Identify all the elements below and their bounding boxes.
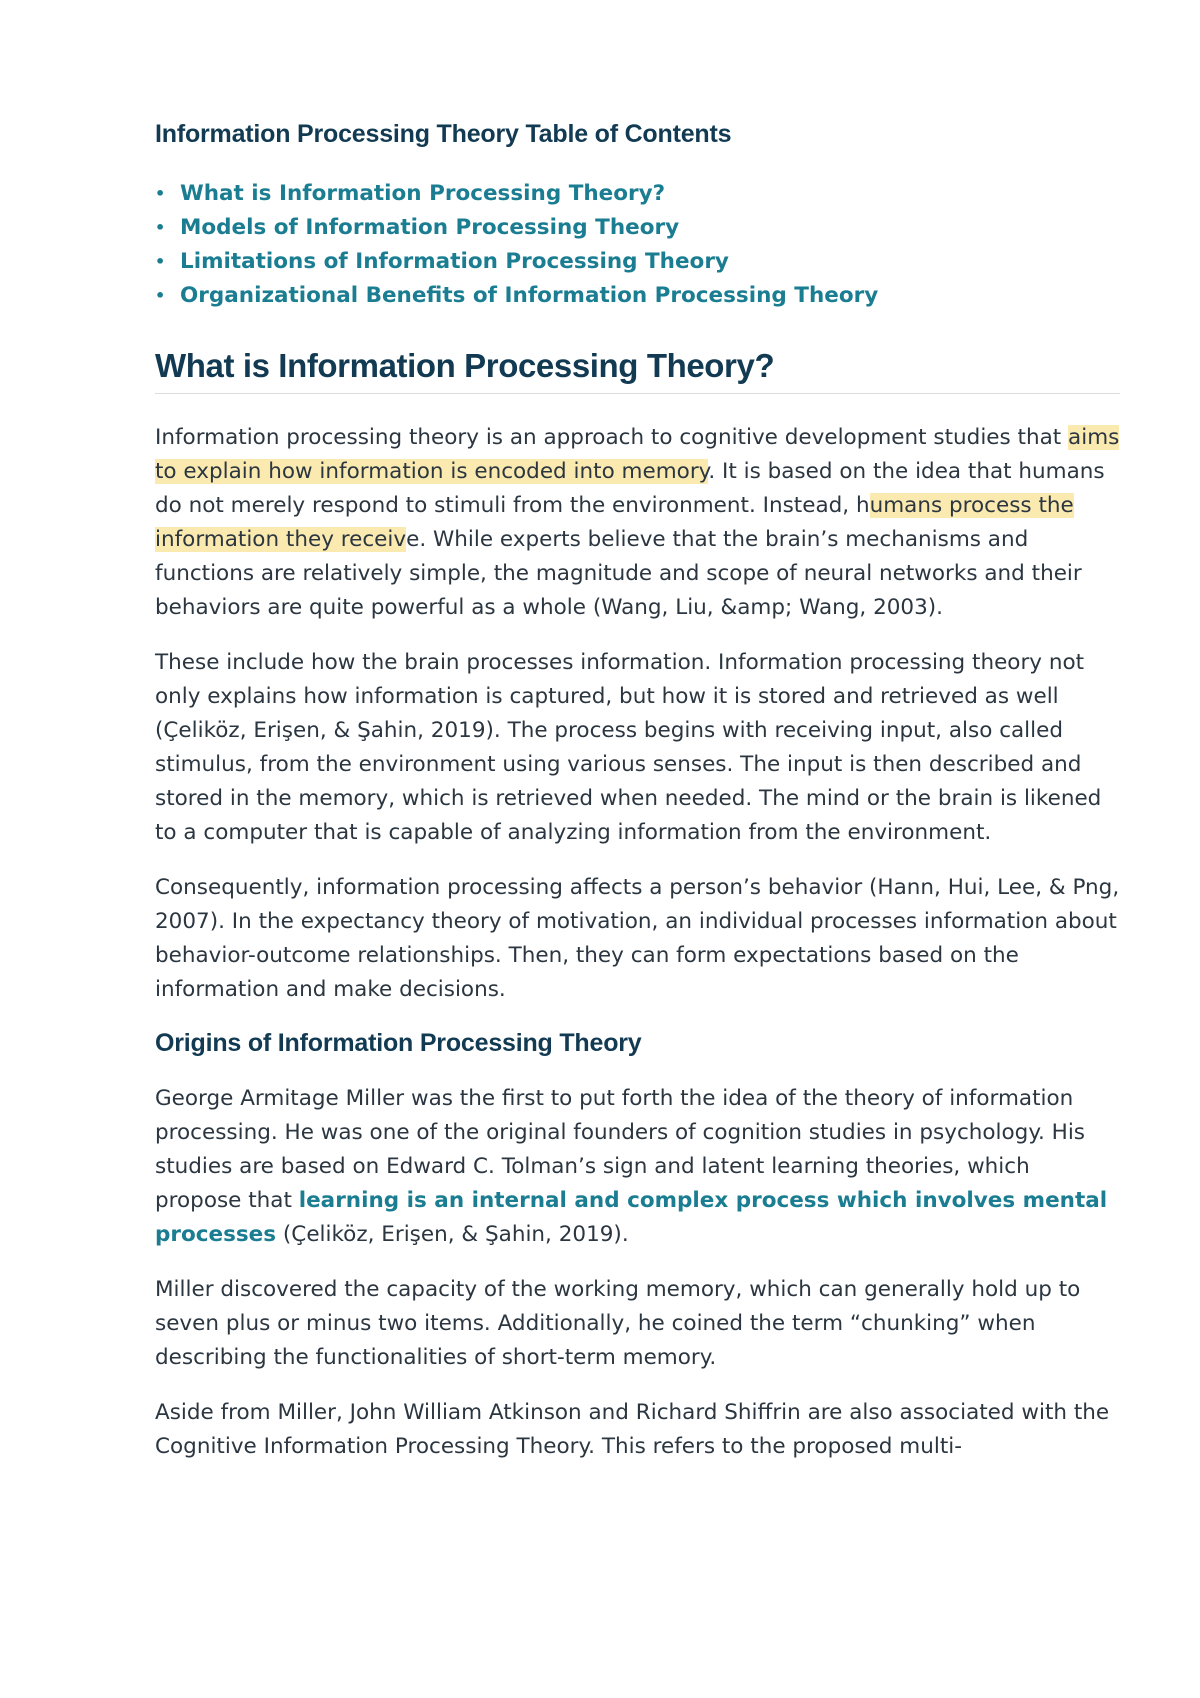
paragraph-text: Information processing theory is an approach to cognitive development studies that [155, 425, 1069, 450]
paragraph-working-memory: Miller discovered the capacity of the working memory, which can generally hold up to seven plus or minus two items. Additionally, he coined the term “chunking” when describing the functionalities of short-term memory. [155, 1277, 1081, 1370]
toc-title: Information Processing Theory Table of Contents [155, 120, 732, 148]
bullet-icon: • [155, 252, 166, 271]
toc-link-what-is[interactable]: What is Information Processing Theory? [180, 181, 666, 206]
paragraph-miller-origins [155, 1082, 1120, 1252]
paragraph-text: . It is based on the idea that humans do not merely respond to stimuli from the environment. Instead, h [155, 459, 1105, 518]
paragraph-intro [155, 421, 1120, 625]
section-heading-origins: Origins of Information Processing Theory [155, 1029, 642, 1057]
toc-link-models[interactable]: Models of Information Processing Theory [180, 215, 680, 240]
bullet-icon: • [155, 218, 166, 237]
toc-item [155, 245, 1120, 279]
toc-item [155, 279, 1120, 313]
highlighted-text: aims to explain how information is encoded into memory [155, 425, 1120, 484]
paragraph-brain-processes: These include how the brain processes information. Information processing theory not only explains how information is captured, but how it is stored and retrieved as well (Çeliköz, Erişen, & Şahin, 2019). The process begins with receiving input, also called stimulus, from the environment using various senses. The input is then described and stored in the memory, which is retrieved when needed. The mind or the brain is likened to a computer that is capable of analyzing information from the environment. [155, 650, 1102, 845]
bullet-icon: • [155, 286, 166, 305]
paragraph-text: George Armitage Miller was the first to put forth the idea of the theory of information processing. He was one of the original founders of cognition studies in psychology. His studies are based on Edward C. Tolman’s sign and latent learning theories, which propose that [155, 1086, 1085, 1213]
toc-list [155, 177, 1120, 313]
toc-item [155, 211, 1120, 245]
toc-link-limitations[interactable]: Limitations of Information Processing Theory [180, 249, 729, 274]
toc-link-organizational-benefits[interactable]: Organizational Benefits of Information Processing Theory [180, 283, 879, 308]
paragraph-text: e. While experts believe that the brain’s mechanisms and functions are relatively simple, the magnitude and scope of neural networks and their behaviors are quite powerful as a whole (Wang, Liu, &amp; Wang, 2003). [155, 527, 1082, 620]
spacer [155, 394, 1120, 421]
section-heading-what-is: What is Information Processing Theory? [155, 347, 1120, 394]
toc-item [155, 177, 1120, 211]
bullet-icon: • [155, 184, 166, 203]
highlighted-text: umans process the information they receiv [155, 493, 1074, 552]
paragraph-text: (Çeliköz, Erişen, & Şahin, 2019). [276, 1222, 629, 1247]
inline-link-learning-process[interactable]: learning is an internal and complex process which involves mental processes [155, 1188, 1108, 1247]
paragraph-behavior: Consequently, information processing affects a person’s behavior (Hann, Hui, Lee, & Png, 2007). In the expectancy theory of motivation, an individual processes information about behavior-outcome relationships. Then, they can form expectations based on the information and make decisions. [155, 875, 1120, 1002]
paragraph-atkinson-shiffrin: Aside from Miller, John William Atkinson and Richard Shiffrin are also associated with the Cognitive Information Processing Theory. This refers to the proposed multi- [155, 1400, 1110, 1459]
